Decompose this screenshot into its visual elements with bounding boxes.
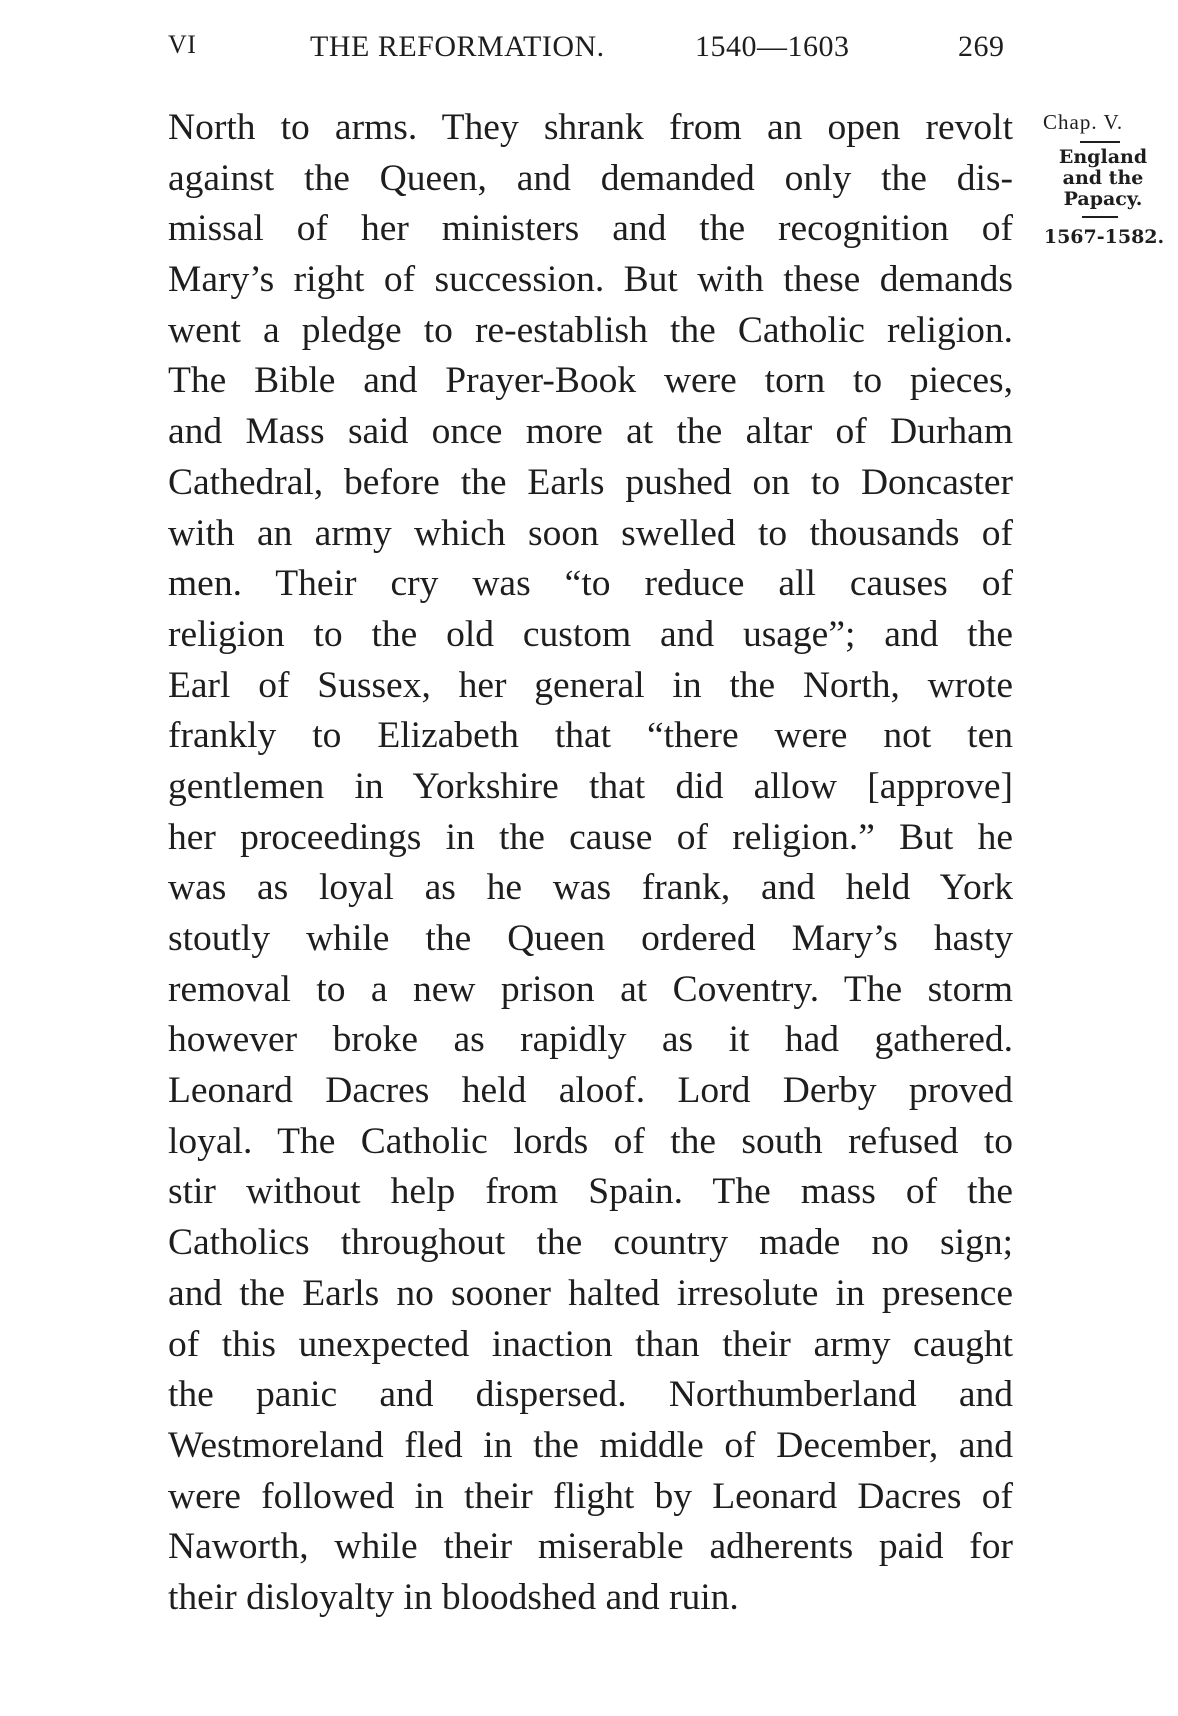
text-line: Cathedral, before the Earls pushed on to Doncaster — [168, 461, 1013, 503]
text-line: the panic and dispersed. Northumberland and — [168, 1374, 1013, 1416]
text-line: went a pledge to re-establish the Catholic religion. — [168, 309, 1013, 351]
text-line: her proceedings in the cause of religion.” But he — [168, 816, 1013, 858]
year-range: 1567-1582. — [1043, 226, 1165, 248]
text-line: stir without help from Spain. The mass of the — [168, 1171, 1013, 1213]
text-line: removal to a new prison at Coventry. The storm — [168, 968, 1013, 1010]
topic-line: England — [1058, 146, 1148, 168]
text-line: loyal. The Catholic lords of the south refused to — [168, 1120, 1013, 1162]
text-line: however broke as rapidly as it had gathered. — [168, 1019, 1013, 1061]
text-line: North to arms. They shrank from an open revolt — [168, 107, 1013, 148]
topic-line: and the — [1062, 167, 1144, 189]
text-line: Leonard Dacres held aloof. Lord Derby proved — [168, 1070, 1013, 1112]
text-line: was as loyal as he was frank, and held York — [168, 867, 1013, 909]
text-line: Earl of Sussex, her general in the North, wrote — [168, 664, 1013, 706]
text-line: gentlemen in Yorkshire that did allow [approve] — [168, 765, 1013, 807]
text-line: against the Queen, and demanded only the dis- — [168, 157, 1013, 199]
running-dates: 1540—1603 — [695, 30, 850, 63]
running-header — [168, 30, 1020, 70]
text-line: their disloyalty in bloodshed and ruin. — [168, 1576, 739, 1618]
text-line: religion to the old custom and usage”; and the — [168, 613, 1013, 655]
text-line: The Bible and Prayer-Book were torn to pieces, — [168, 360, 1013, 402]
text-line: stoutly while the Queen ordered Mary’s hasty — [168, 918, 1013, 959]
text-line: Naworth, while their miserable adherents paid for — [168, 1526, 1013, 1568]
text-line: frankly to Elizabeth that “there were not ten — [168, 715, 1013, 757]
text-line: with an army which soon swelled to thousands of — [168, 512, 1013, 554]
chapter-label: Chap. V. — [1043, 110, 1124, 134]
section-number: VI — [168, 30, 197, 59]
text-line: men. Their cry was “to reduce all causes of — [168, 563, 1013, 605]
text-line: were followed in their flight by Leonard Dacres of — [168, 1475, 1013, 1517]
sidenote-rule — [1082, 216, 1118, 218]
text-line: and Mass said once more at the altar of Durham — [168, 411, 1013, 453]
running-title: THE REFORMATION. — [310, 30, 605, 63]
text-line: and the Earls no sooner halted irresolute in presence — [168, 1272, 1013, 1314]
sidenote-rule — [1080, 141, 1120, 143]
text-line: Catholics throughout the country made no sign; — [168, 1222, 1013, 1264]
main-text — [168, 103, 1013, 1624]
margin-note — [1035, 110, 1175, 248]
page-number: 269 — [958, 30, 1005, 63]
text-line: Mary’s right of succession. But with these demands — [168, 259, 1013, 301]
text-line: Westmoreland fled in the middle of December, and — [168, 1424, 1013, 1466]
text-line: missal of her ministers and the recognition of — [168, 208, 1013, 250]
topic-line: Papacy. — [1063, 188, 1143, 210]
text-line: of this unexpected inaction than their army caught — [168, 1323, 1013, 1365]
